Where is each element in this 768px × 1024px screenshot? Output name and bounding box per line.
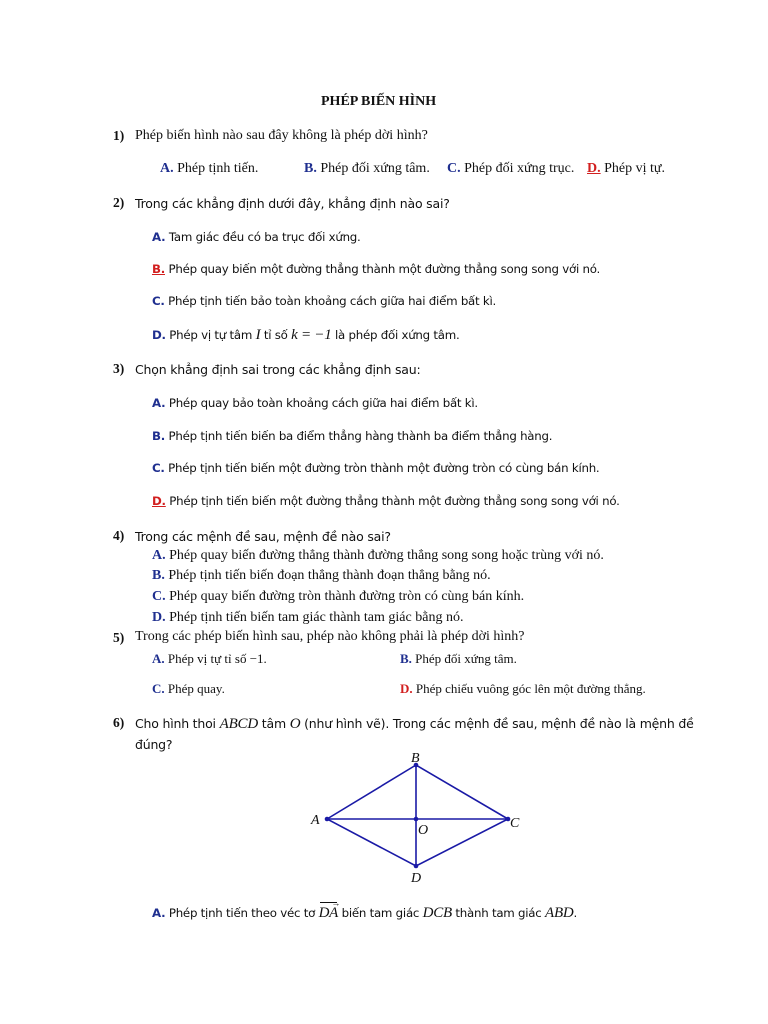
q5-option-c[interactable] [152,681,225,697]
question-4-number: 4) [113,528,125,543]
label-a: A [311,813,320,828]
option-text: Phép quay bảo toàn khoảng cách giữa hai điểm bất kì. [168,396,478,410]
math-variable: ABCD [219,716,258,732]
q5-option-a[interactable] [152,651,267,667]
option-label-correct: B. [152,262,165,276]
option-text: Phép vị tự tỉ số −1. [167,651,267,666]
option-text: tỉ số [263,328,288,342]
question-6-stem [135,716,694,733]
q3-option-b[interactable] [152,429,552,443]
q3-option-d[interactable] [152,494,620,508]
option-text: Phép vị tự tâm [169,328,253,342]
point-d [414,864,419,869]
option-label: B. [304,161,317,176]
option-text: Tam giác đều có ba trục đối xứng. [168,230,361,244]
option-label: A. [152,230,166,244]
q1-option-c[interactable] [447,161,574,177]
option-label-correct: D. [587,161,601,176]
math-variable: I [255,327,261,343]
rhombus-outline [327,765,508,866]
option-text: Phép tịnh tiến biến tam giác thành tam giác bằng nó. [169,610,464,625]
q5-option-d[interactable] [400,681,646,697]
label-c: C [510,816,520,831]
rhombus-figure [300,752,540,888]
option-label: A. [152,651,165,666]
option-text: Phép quay biến đường thẳng thành đường thẳng song song hoặc trùng với nó. [169,548,604,563]
option-text: Phép đối xứng tâm. [320,161,430,176]
q1-option-d[interactable] [587,161,665,177]
q2-option-d[interactable] [152,327,460,344]
stem-text: Cho hình thoi [135,716,216,731]
option-label: C. [152,294,165,308]
q2-option-a[interactable] [152,230,361,244]
math-variable: O [289,716,301,732]
math-variable: DCB [422,905,452,921]
option-label: D. [152,328,166,342]
option-text: Phép quay. [167,681,225,696]
option-label: C. [152,681,165,696]
option-label: A. [152,548,166,563]
option-label: A. [152,906,166,920]
math-expression: k = −1 [291,327,332,343]
option-label-correct: D. [400,681,413,696]
question-2-stem: Trong các khẳng định dưới đây, khẳng định nào sai? [135,196,450,211]
question-4-stem: Trong các mệnh đề sau, mệnh đề nào sai? [135,529,391,544]
option-label: B. [400,651,412,666]
q2-option-c[interactable] [152,294,496,308]
option-text: Phép đối xứng trục. [464,161,575,176]
label-o: O [418,823,429,838]
option-text: Phép tịnh tiến biến ba điểm thẳng hàng thành ba điểm thẳng hàng. [168,429,553,443]
option-text: thành tam giác [455,906,542,920]
option-label: D. [152,610,166,625]
option-label: A. [152,396,166,410]
vector-name: DA [318,905,339,921]
option-text: biến tam giác [341,906,420,920]
option-text: Phép vị tự. [604,161,665,176]
option-text: Phép quay biến một đường thẳng thành một đường thẳng song song với nó. [168,262,600,276]
option-label: B. [152,429,165,443]
option-label: B. [152,568,165,583]
question-5-stem: Trong các phép biến hình sau, phép nào không phải là phép dời hình? [135,629,525,644]
vector-arrowhead-icon: → [331,898,341,908]
q3-option-a[interactable] [152,396,478,410]
option-text: Phép tịnh tiến biến đoạn thẳng thành đoạn thẳng bằng nó. [168,568,491,583]
q1-option-b[interactable] [304,161,430,177]
label-d: D [411,871,422,886]
q1-option-a[interactable] [160,161,258,177]
option-text: Phép tịnh tiến bảo toàn khoảng cách giữa hai điểm bất kì. [168,294,497,308]
option-text: Phép chiếu vuông góc lên một đường thẳng. [415,681,646,696]
stem-text: tâm [261,716,286,731]
q2-option-b[interactable] [152,262,600,276]
question-3-number: 3) [113,361,125,376]
page-title: PHÉP BIẾN HÌNH [321,94,437,109]
option-text: Phép tịnh tiến biến một đường thẳng thành một đường thẳng song song với nó. [169,494,620,508]
option-label: C. [152,461,165,475]
option-text: Phép tịnh tiến biến một đường tròn thành một đường tròn có cùng bán kính. [168,461,600,475]
question-5-number: 5) [113,630,125,645]
option-text: là phép đối xứng tâm. [335,328,460,342]
option-text: Phép tịnh tiến theo véc tơ [168,906,316,920]
q4-option-c[interactable] [152,589,524,605]
point-a [325,817,330,822]
label-b: B [411,752,420,766]
q3-option-c[interactable] [152,461,599,475]
question-6-number: 6) [113,715,125,730]
option-label: A. [160,161,174,176]
point-o [414,817,419,822]
q6-option-a[interactable] [152,898,577,922]
option-label: C. [152,589,166,604]
q4-option-d[interactable] [152,610,463,626]
question-3-stem: Chọn khẳng định sai trong các khẳng định sau: [135,362,421,377]
option-text: . [573,906,577,920]
option-text: Phép quay biến đường tròn thành đường tròn có cùng bán kính. [169,589,525,604]
math-variable: ABD [545,905,574,921]
q4-option-a[interactable] [152,548,604,564]
option-text: Phép đối xứng tâm. [415,651,517,666]
question-1-stem: Phép biến hình nào sau đây không là phép dời hình? [135,128,428,143]
question-2-number: 2) [113,195,125,210]
option-label: C. [447,161,461,176]
q5-option-b[interactable] [400,651,517,667]
question-1-number: 1) [113,128,125,143]
stem-text: (như hình vẽ). Trong các mệnh đề sau, mệnh đề nào là mệnh đề [304,716,694,731]
option-label-correct: D. [152,494,166,508]
question-6-stem-line2: đúng? [135,737,173,752]
vector-da [318,898,341,922]
q4-option-b[interactable] [152,568,491,584]
option-text: Phép tịnh tiến. [177,161,259,176]
